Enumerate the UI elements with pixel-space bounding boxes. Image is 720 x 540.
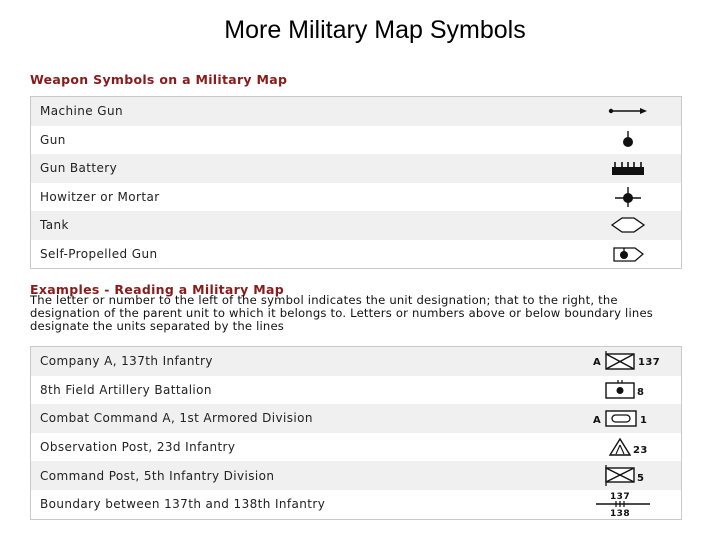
symbol-right-label: 23 (633, 445, 648, 457)
examples-description: The letter or number to the left of the symbol indicates the unit designation; that to the right, the designation of the parent unit to which it belongs to. Letters or numbers above or below boundary lines designate the units separated by the lines (30, 293, 654, 333)
row-label: Command Post, 5th Infantry Division (40, 468, 275, 483)
row-label: Howitzer or Mortar (40, 189, 160, 204)
table-row (31, 433, 681, 462)
infantry-company-symbol-icon (583, 349, 673, 373)
weapon-symbols-table (30, 96, 682, 269)
row-label: Combat Command A, 1st Armored Division (40, 411, 313, 426)
symbol-right-label: 137 (638, 357, 661, 369)
table-row (31, 490, 681, 519)
table-row (31, 376, 681, 405)
symbol-top-label: 137 (610, 492, 630, 503)
artillery-battalion-symbol-icon (583, 378, 673, 402)
table-row (31, 126, 681, 155)
table-row (31, 183, 681, 212)
row-label: 8th Field Artillery Battalion (40, 382, 212, 397)
examples-table (30, 346, 682, 520)
machine-gun-symbol-icon (583, 99, 673, 123)
table-row (31, 347, 681, 376)
weapon-symbols-heading: Weapon Symbols on a Military Map (30, 72, 288, 87)
symbol-right-label: 8 (637, 386, 645, 398)
table-row (31, 240, 681, 269)
row-label: Observation Post, 23d Infantry (40, 440, 236, 455)
page-title: More Military Map Symbols (224, 16, 526, 44)
row-label: Gun (40, 132, 66, 147)
row-label: Tank (40, 218, 69, 233)
gun-battery-symbol-icon (583, 156, 673, 180)
table-row (31, 97, 681, 126)
row-label: Boundary between 137th and 138th Infantry (40, 497, 326, 512)
symbol-right-label: 5 (637, 472, 645, 484)
symbol-right-label: 1 (640, 415, 648, 427)
symbol-left-label: A (593, 357, 602, 369)
row-label: Machine Gun (40, 104, 123, 119)
howitzer-symbol-icon (583, 185, 673, 209)
command-post-symbol-icon (583, 464, 673, 488)
boundary-symbol-icon (583, 492, 673, 519)
self-propelled-gun-symbol-icon (583, 242, 673, 266)
row-label: Company A, 137th Infantry (40, 354, 213, 369)
gun-symbol-icon (583, 128, 673, 152)
symbol-left-label: A (593, 415, 602, 427)
table-row (31, 211, 681, 240)
observation-post-symbol-icon (583, 435, 673, 459)
row-label: Gun Battery (40, 161, 118, 176)
row-label: Self-Propelled Gun (40, 246, 158, 261)
examples-heading: Examples - Reading a Military Map (30, 282, 284, 297)
tank-symbol-icon (583, 213, 673, 237)
table-row (31, 461, 681, 490)
table-row (31, 404, 681, 433)
table-row (31, 154, 681, 183)
symbol-bottom-label: 138 (610, 509, 630, 519)
armored-command-symbol-icon (583, 406, 673, 430)
